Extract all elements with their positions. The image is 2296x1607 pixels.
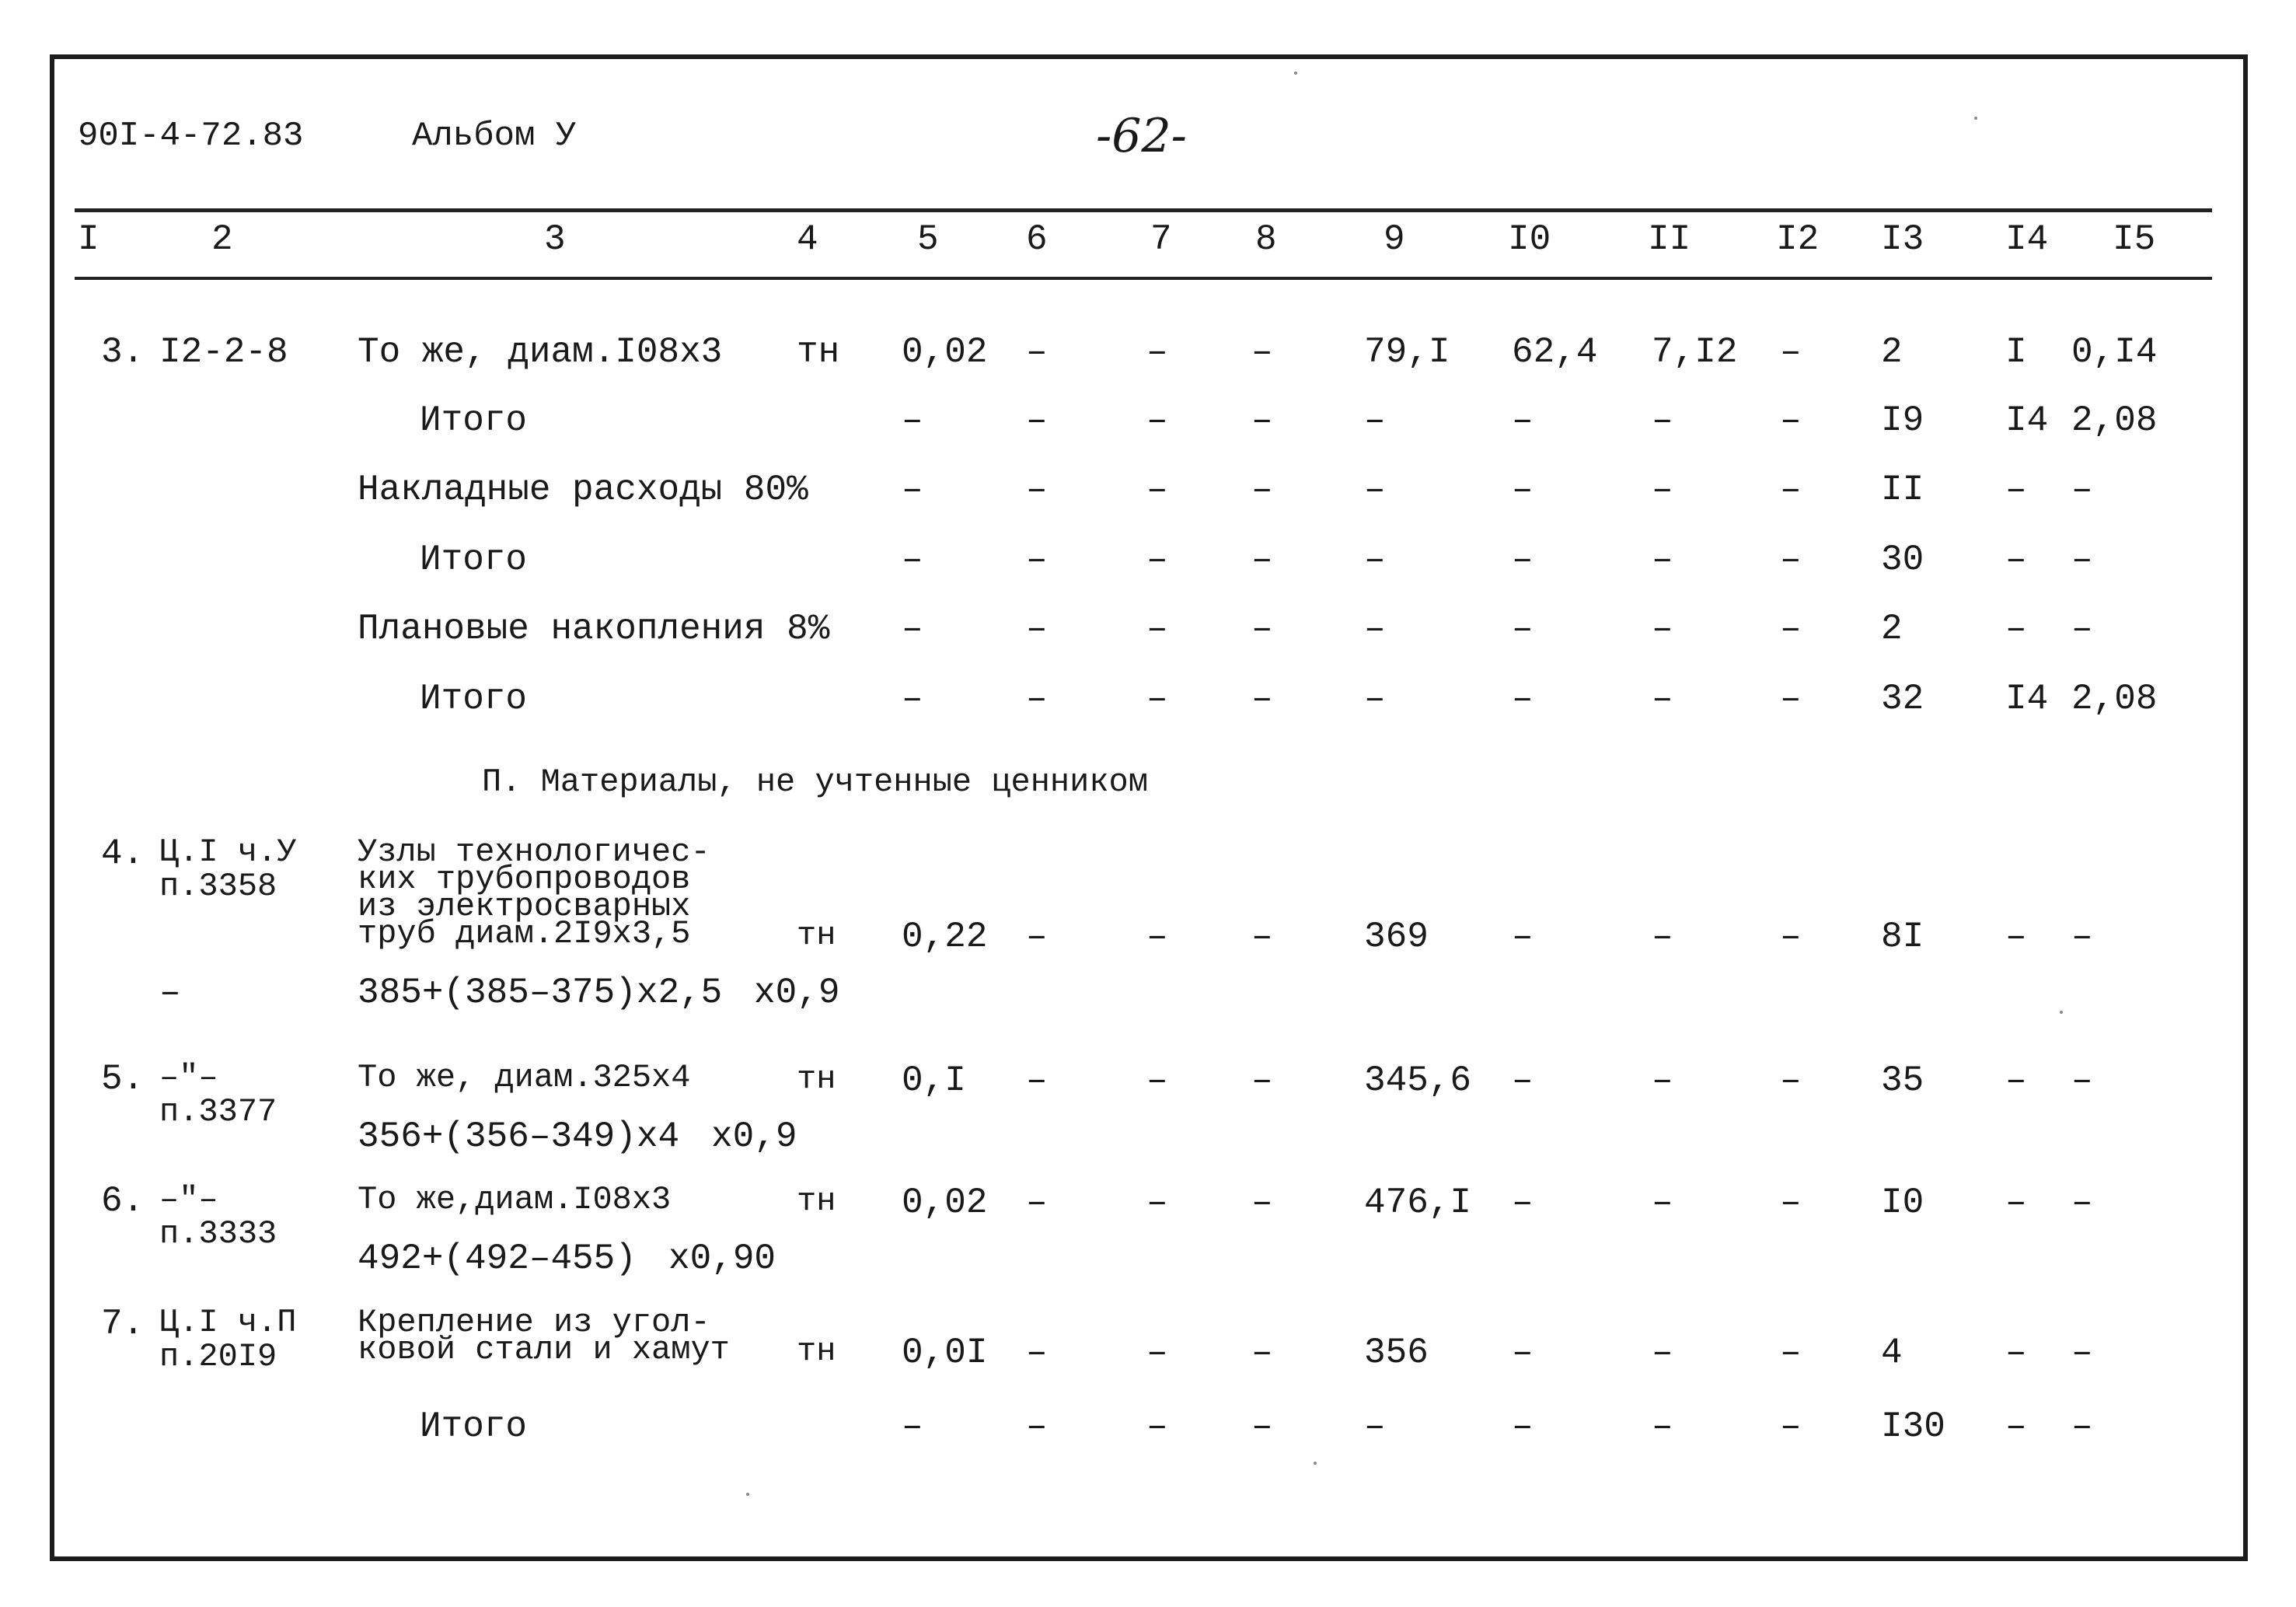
row-cell-c13: 30 <box>1881 540 1924 580</box>
row-cell-c10: – <box>1512 540 1534 580</box>
row-name: Итого <box>420 400 528 441</box>
column-number-5: 5 <box>917 219 939 260</box>
material-factor: x0,9 <box>711 1116 797 1157</box>
material-cell-c7: – <box>1146 1333 1168 1373</box>
row-number: 3. <box>101 332 145 372</box>
row-cell-qty: – <box>902 679 923 719</box>
material-cell-c14: – <box>2005 1183 2027 1223</box>
material-cell-c9: 369 <box>1364 917 1429 957</box>
column-number-3: 3 <box>544 219 566 260</box>
page-number: -62- <box>1096 109 1187 163</box>
material-cell-c15: – <box>2071 1333 2093 1373</box>
scan-speck <box>1294 72 1297 75</box>
scan-speck <box>746 1493 749 1496</box>
row-cell-c7: – <box>1146 609 1168 649</box>
row-name: Итого <box>420 679 528 719</box>
final-total-cell-c7: – <box>1146 1406 1168 1447</box>
row-code: I2-2-8 <box>159 332 288 372</box>
material-cell-c10: – <box>1512 1060 1534 1101</box>
section-title: П. Материалы, не учтенные ценником <box>482 763 1148 801</box>
material-code: –"– <box>159 1181 218 1218</box>
column-number-2: 2 <box>211 219 233 260</box>
material-cell-c12: – <box>1780 1333 1802 1373</box>
material-cell-c10: – <box>1512 1333 1534 1373</box>
material-number: 5. <box>101 1059 145 1099</box>
column-number-15: I5 <box>2113 219 2156 260</box>
final-total-cell-c12: – <box>1780 1406 1802 1447</box>
material-name-line: ковой стали и хамут <box>358 1331 730 1368</box>
row-cell-c8: – <box>1251 609 1273 649</box>
row-cell-c12: – <box>1780 679 1802 719</box>
material-cell-c10: – <box>1512 917 1534 957</box>
material-cell-c9: 356 <box>1364 1333 1429 1373</box>
column-number-8: 8 <box>1255 219 1277 260</box>
column-number-7: 7 <box>1150 219 1172 260</box>
row-cell-c11: – <box>1652 470 1673 510</box>
material-unit: тн <box>797 1183 836 1220</box>
row-cell-c11: 7,I2 <box>1652 332 1738 372</box>
material-cell-c15: – <box>2071 1060 2093 1101</box>
row-cell-c14: – <box>2005 470 2027 510</box>
row-cell-c15: 0,I4 <box>2071 332 2158 372</box>
material-cell-c7: – <box>1146 1060 1168 1101</box>
material-cell-c13: 35 <box>1881 1060 1924 1101</box>
material-cell-c10: – <box>1512 1183 1534 1223</box>
column-number-13: I3 <box>1881 219 1924 260</box>
material-item: п.3358 <box>159 868 277 905</box>
material-code: Ц.I ч.У <box>159 833 297 871</box>
material-cell-c15: – <box>2071 917 2093 957</box>
row-cell-c14: – <box>2005 609 2027 649</box>
final-total-cell-qty: – <box>902 1406 923 1447</box>
material-cell-c14: – <box>2005 1060 2027 1101</box>
material-cell-qty: 0,02 <box>902 1183 988 1223</box>
material-item: п.20I9 <box>159 1338 277 1375</box>
material-cell-c8: – <box>1251 917 1273 957</box>
column-number-6: 6 <box>1026 219 1048 260</box>
row-cell-c7: – <box>1146 470 1168 510</box>
album-label: Альбом У <box>412 117 577 155</box>
row-cell-c12: – <box>1780 609 1802 649</box>
material-cell-qty: 0,22 <box>902 917 988 957</box>
header-rule-bottom <box>75 277 2212 280</box>
material-cell-c11: – <box>1652 1060 1673 1101</box>
row-cell-c7: – <box>1146 332 1168 372</box>
material-cell-c6: – <box>1026 1183 1048 1223</box>
material-cell-qty: 0,I <box>902 1060 966 1101</box>
row-cell-c11: – <box>1652 609 1673 649</box>
row-cell-c11: – <box>1652 540 1673 580</box>
row-cell-c9: – <box>1364 679 1386 719</box>
material-item: п.3333 <box>159 1215 277 1252</box>
material-factor: x0,9 <box>754 973 840 1013</box>
row-cell-c15: 2,08 <box>2071 400 2158 441</box>
row-cell-qty: – <box>902 609 923 649</box>
material-number: 4. <box>101 833 145 874</box>
row-cell-c13: II <box>1881 470 1924 510</box>
material-cell-c9: 476,I <box>1364 1183 1472 1223</box>
material-cell-qty: 0,0I <box>902 1333 988 1373</box>
material-cell-c9: 345,6 <box>1364 1060 1472 1101</box>
row-cell-c10: 62,4 <box>1512 332 1598 372</box>
row-cell-c8: – <box>1251 470 1273 510</box>
final-total-cell-c15: – <box>2071 1406 2093 1447</box>
row-cell-c15: – <box>2071 609 2093 649</box>
row-cell-c7: – <box>1146 679 1168 719</box>
row-cell-c9: – <box>1364 470 1386 510</box>
row-cell-c15: 2,08 <box>2071 679 2158 719</box>
row-cell-c8: – <box>1251 332 1273 372</box>
material-cell-c8: – <box>1251 1183 1273 1223</box>
scan-speck <box>2060 1011 2063 1014</box>
material-formula: 385+(385–375)x2,5 <box>358 973 723 1013</box>
row-cell-c9: – <box>1364 609 1386 649</box>
row-cell-c10: – <box>1512 679 1534 719</box>
material-cell-c6: – <box>1026 917 1048 957</box>
material-unit: тн <box>797 1060 836 1098</box>
material-cell-c6: – <box>1026 1060 1048 1101</box>
material-name-line: Крепление из угол- <box>358 1304 710 1341</box>
row-name: Плановые накопления 8% <box>358 609 830 649</box>
material-name-line: То же,диам.I08x3 <box>358 1181 672 1218</box>
material-name-line: ких трубопроводов <box>358 861 691 898</box>
material-cell-c8: – <box>1251 1333 1273 1373</box>
row-cell-c14: I4 <box>2005 679 2049 719</box>
row-cell-c12: – <box>1780 540 1802 580</box>
material-name-line: То же, диам.325x4 <box>358 1059 691 1096</box>
column-number-14: I4 <box>2005 219 2049 260</box>
final-total-cell-c8: – <box>1251 1406 1273 1447</box>
material-cell-c7: – <box>1146 1183 1168 1223</box>
material-cell-c11: – <box>1652 1183 1673 1223</box>
row-cell-c10: – <box>1512 609 1534 649</box>
row-cell-c6: – <box>1026 400 1048 441</box>
material-cell-c12: – <box>1780 1060 1802 1101</box>
material-cell-c7: – <box>1146 917 1168 957</box>
document-code: 90I-4-72.83 <box>78 117 304 155</box>
final-total-cell-c13: I30 <box>1881 1406 1945 1447</box>
material-formula: 356+(356–349)x4 <box>358 1116 680 1157</box>
material-number: 7. <box>101 1304 145 1344</box>
row-cell-c14: I4 <box>2005 400 2049 441</box>
scan-speck <box>1314 1462 1317 1465</box>
column-number-12: I2 <box>1776 219 1820 260</box>
final-total-label: Итого <box>420 1406 528 1447</box>
row-cell-c7: – <box>1146 400 1168 441</box>
row-cell-qty: – <box>902 400 923 441</box>
material-name-line: труб диам.2I9x3,5 <box>358 915 691 952</box>
row-cell-c12: – <box>1780 400 1802 441</box>
material-formula: 492+(492–455) <box>358 1238 637 1279</box>
row-cell-c10: – <box>1512 470 1534 510</box>
row-name: Накладные расходы 80% <box>358 470 808 510</box>
row-cell-c6: – <box>1026 332 1048 372</box>
material-cell-c13: 4 <box>1881 1333 1903 1373</box>
column-number-1: I <box>78 219 99 260</box>
material-unit: тн <box>797 917 836 954</box>
row-cell-c15: – <box>2071 540 2093 580</box>
material-cell-c15: – <box>2071 1183 2093 1223</box>
row-cell-c12: – <box>1780 470 1802 510</box>
column-number-10: I0 <box>1508 219 1551 260</box>
row-cell-c8: – <box>1251 679 1273 719</box>
material-number: 6. <box>101 1181 145 1221</box>
row-cell-c8: – <box>1251 540 1273 580</box>
material-name-line: из электросварных <box>358 888 691 925</box>
row-cell-c6: – <box>1026 540 1048 580</box>
material-cell-c12: – <box>1780 917 1802 957</box>
material-code: Ц.I ч.П <box>159 1304 297 1341</box>
row-cell-c8: – <box>1251 400 1273 441</box>
material-cell-c13: 8I <box>1881 917 1924 957</box>
final-total-cell-c10: – <box>1512 1406 1534 1447</box>
row-cell-c6: – <box>1026 679 1048 719</box>
material-cell-c11: – <box>1652 917 1673 957</box>
row-cell-c15: – <box>2071 470 2093 510</box>
material-cell-c14: – <box>2005 917 2027 957</box>
row-cell-c9: – <box>1364 400 1386 441</box>
row-cell-qty: – <box>902 540 923 580</box>
material-factor: x0,90 <box>668 1238 776 1279</box>
row-name: То же, диам.I08x3 <box>358 332 723 372</box>
material-cell-c12: – <box>1780 1183 1802 1223</box>
material-cell-c8: – <box>1251 1060 1273 1101</box>
row-cell-c11: – <box>1652 679 1673 719</box>
row-cell-c9: – <box>1364 540 1386 580</box>
material-cell-c14: – <box>2005 1333 2027 1373</box>
row-cell-c14: I <box>2005 332 2027 372</box>
final-total-cell-c6: – <box>1026 1406 1048 1447</box>
row-cell-c9: 79,I <box>1364 332 1450 372</box>
row-cell-qty: 0,02 <box>902 332 988 372</box>
row-cell-c6: – <box>1026 609 1048 649</box>
row-cell-c13: I9 <box>1881 400 1924 441</box>
material-name-line: Узлы технологичес- <box>358 833 710 871</box>
row-cell-qty: – <box>902 470 923 510</box>
row-cell-c6: – <box>1026 470 1048 510</box>
material-cell-c13: I0 <box>1881 1183 1924 1223</box>
material-cell-c6: – <box>1026 1333 1048 1373</box>
row-name: Итого <box>420 540 528 580</box>
final-total-cell-c14: – <box>2005 1406 2027 1447</box>
row-cell-c14: – <box>2005 540 2027 580</box>
column-number-4: 4 <box>797 219 818 260</box>
row-cell-c11: – <box>1652 400 1673 441</box>
material-code-dash: – <box>159 973 181 1013</box>
column-number-11: II <box>1648 219 1691 260</box>
scan-speck <box>1974 117 1977 120</box>
row-cell-c13: 2 <box>1881 609 1903 649</box>
row-cell-c7: – <box>1146 540 1168 580</box>
row-cell-c10: – <box>1512 400 1534 441</box>
final-total-cell-c9: – <box>1364 1406 1386 1447</box>
material-unit: тн <box>797 1333 836 1370</box>
final-total-cell-c11: – <box>1652 1406 1673 1447</box>
header-rule-top <box>75 208 2212 212</box>
row-cell-c12: – <box>1780 332 1802 372</box>
row-cell-c13: 2 <box>1881 332 1903 372</box>
column-number-9: 9 <box>1384 219 1405 260</box>
row-unit: тн <box>797 332 840 372</box>
material-code: –"– <box>159 1059 218 1096</box>
row-cell-c13: 32 <box>1881 679 1924 719</box>
material-cell-c11: – <box>1652 1333 1673 1373</box>
material-item: п.3377 <box>159 1093 277 1130</box>
